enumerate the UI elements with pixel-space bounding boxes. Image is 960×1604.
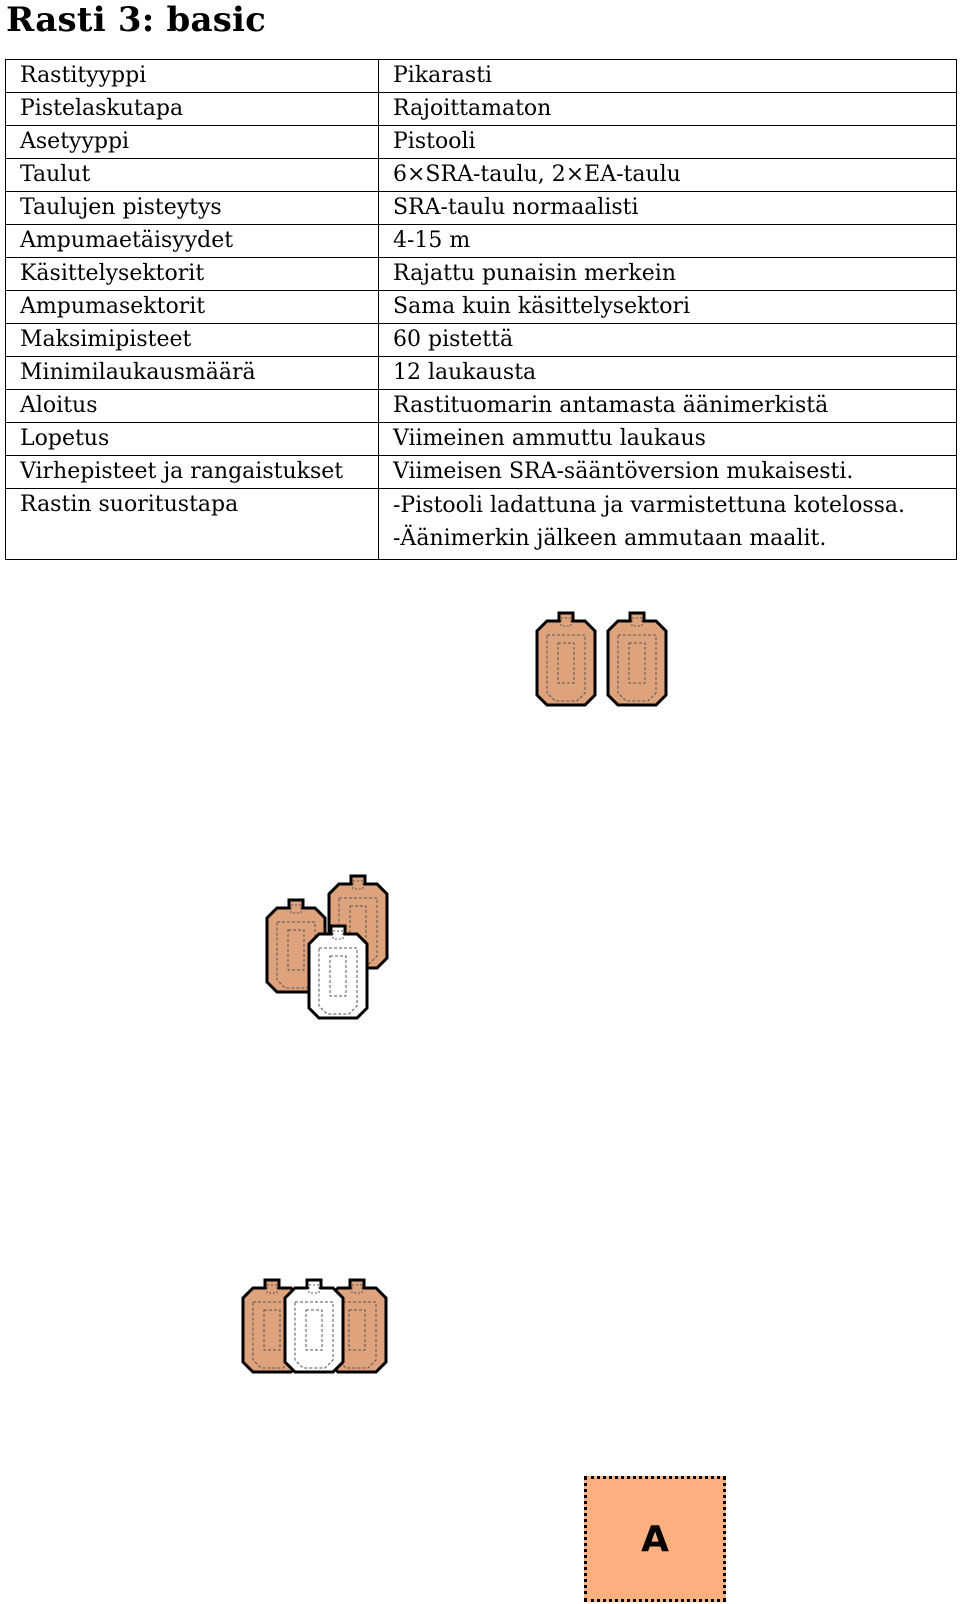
ea-no-shoot-target <box>309 926 367 1018</box>
spec-label: Maksimipisteet <box>6 324 379 357</box>
sra-target <box>608 613 666 705</box>
ea-no-shoot-target <box>285 1280 343 1372</box>
spec-value: Rajattu punaisin merkein <box>379 258 957 291</box>
page-title: Rasti 3: basic <box>6 0 267 40</box>
spec-value: Pikarasti <box>379 60 957 93</box>
spec-value: 12 laukausta <box>379 357 957 390</box>
spec-value-line: -Pistooli ladattuna ja varmistettuna kotelossa. <box>393 493 906 518</box>
spec-value: Rastituomarin antamasta äänimerkistä <box>379 390 957 423</box>
sra-target <box>537 613 595 705</box>
spec-value: Rajoittamaton <box>379 93 957 126</box>
start-position-box <box>584 1476 726 1602</box>
spec-value: 60 pistettä <box>379 324 957 357</box>
spec-value: Sama kuin käsittelysektori <box>379 291 957 324</box>
spec-value-line: -Äänimerkin jälkeen ammutaan maalit. <box>393 526 827 551</box>
spec-value: Viimeinen ammuttu laukaus <box>379 423 957 456</box>
spec-value: SRA-taulu normaalisti <box>379 192 957 225</box>
spec-label: Taulut <box>6 159 379 192</box>
spec-label: Rastityyppi <box>6 60 379 93</box>
spec-label: Ampumaetäisyydet <box>6 225 379 258</box>
spec-value: 4-15 m <box>379 225 957 258</box>
spec-value: 6×SRA-taulu, 2×EA-taulu <box>379 159 957 192</box>
spec-label: Pistelaskutapa <box>6 93 379 126</box>
spec-label: Lopetus <box>6 423 379 456</box>
spec-label: Rastin suoritustapa <box>6 489 379 560</box>
spec-label: Minimilaukausmäärä <box>6 357 379 390</box>
spec-value: Pistooli <box>379 126 957 159</box>
start-position-label: A <box>641 1519 669 1560</box>
spec-label: Ampumasektorit <box>6 291 379 324</box>
spec-label: Käsittelysektorit <box>6 258 379 291</box>
spec-label: Virhepisteet ja rangaistukset <box>6 456 379 489</box>
spec-label: Asetyyppi <box>6 126 379 159</box>
spec-label: Taulujen pisteytys <box>6 192 379 225</box>
spec-label: Aloitus <box>6 390 379 423</box>
spec-value: Viimeisen SRA-sääntöversion mukaisesti. <box>379 456 957 489</box>
